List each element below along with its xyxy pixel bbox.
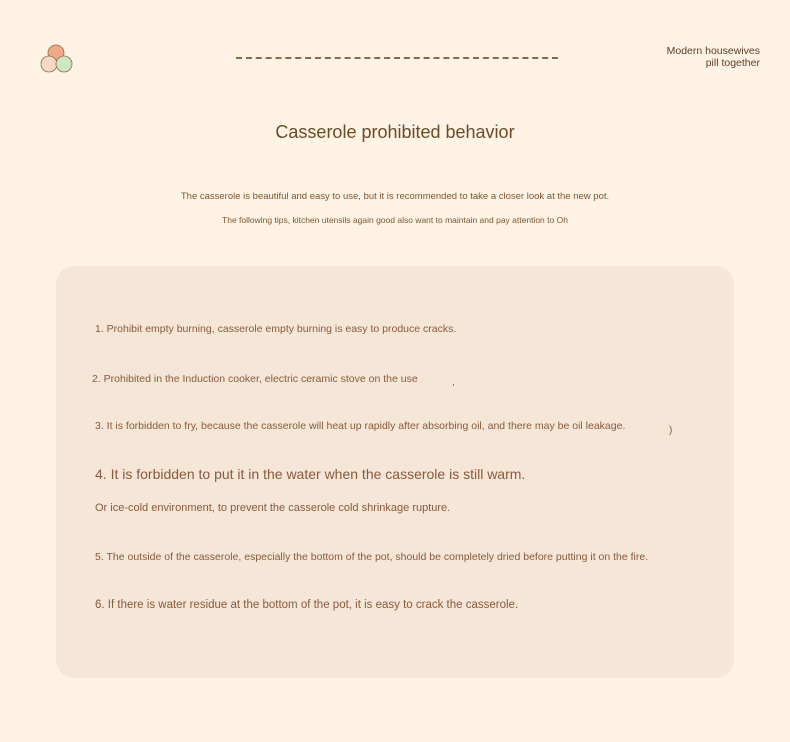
rule-4-continued: Or ice-cold environment, to prevent the casserole cold shrinkage rupture. (95, 502, 451, 514)
stray-mark: , (452, 377, 455, 388)
brand-line-1: Modern housewives (666, 45, 760, 57)
intro-line-2: The following tips, kitchen utensils again good also want to maintain and pay attention to Oh (222, 215, 568, 225)
stray-mark: ) (669, 425, 673, 436)
rule-3: 3. It is forbidden to fry, because the casserole will heat up rapidly after absorbing oil, and there may be oil leakage. (95, 420, 626, 432)
page-title: Casserole prohibited behavior (275, 122, 515, 142)
logo-icon (40, 44, 76, 76)
rule-2: 2. Prohibited in the Induction cooker, electric ceramic stove on the use (92, 373, 418, 385)
rule-1: 1. Prohibit empty burning, casserole empty burning is easy to produce cracks. (95, 323, 457, 335)
brand-line-2: pill together (705, 57, 760, 69)
rule-4: 4. It is forbidden to put it in the water when the casserole is still warm. (95, 466, 526, 482)
header-dashed-divider (236, 57, 558, 59)
rule-5: 5. The outside of the casserole, especially the bottom of the pot, should be completely dried before putting it on the fire. (95, 551, 649, 563)
intro-line-1: The casserole is beautiful and easy to use, but it is recommended to take a closer look at the new pot. (180, 191, 610, 202)
rule-6: 6. If there is water residue at the bottom of the pot, it is easy to crack the casserole. (95, 599, 519, 611)
brand-slogan (667, 45, 760, 69)
